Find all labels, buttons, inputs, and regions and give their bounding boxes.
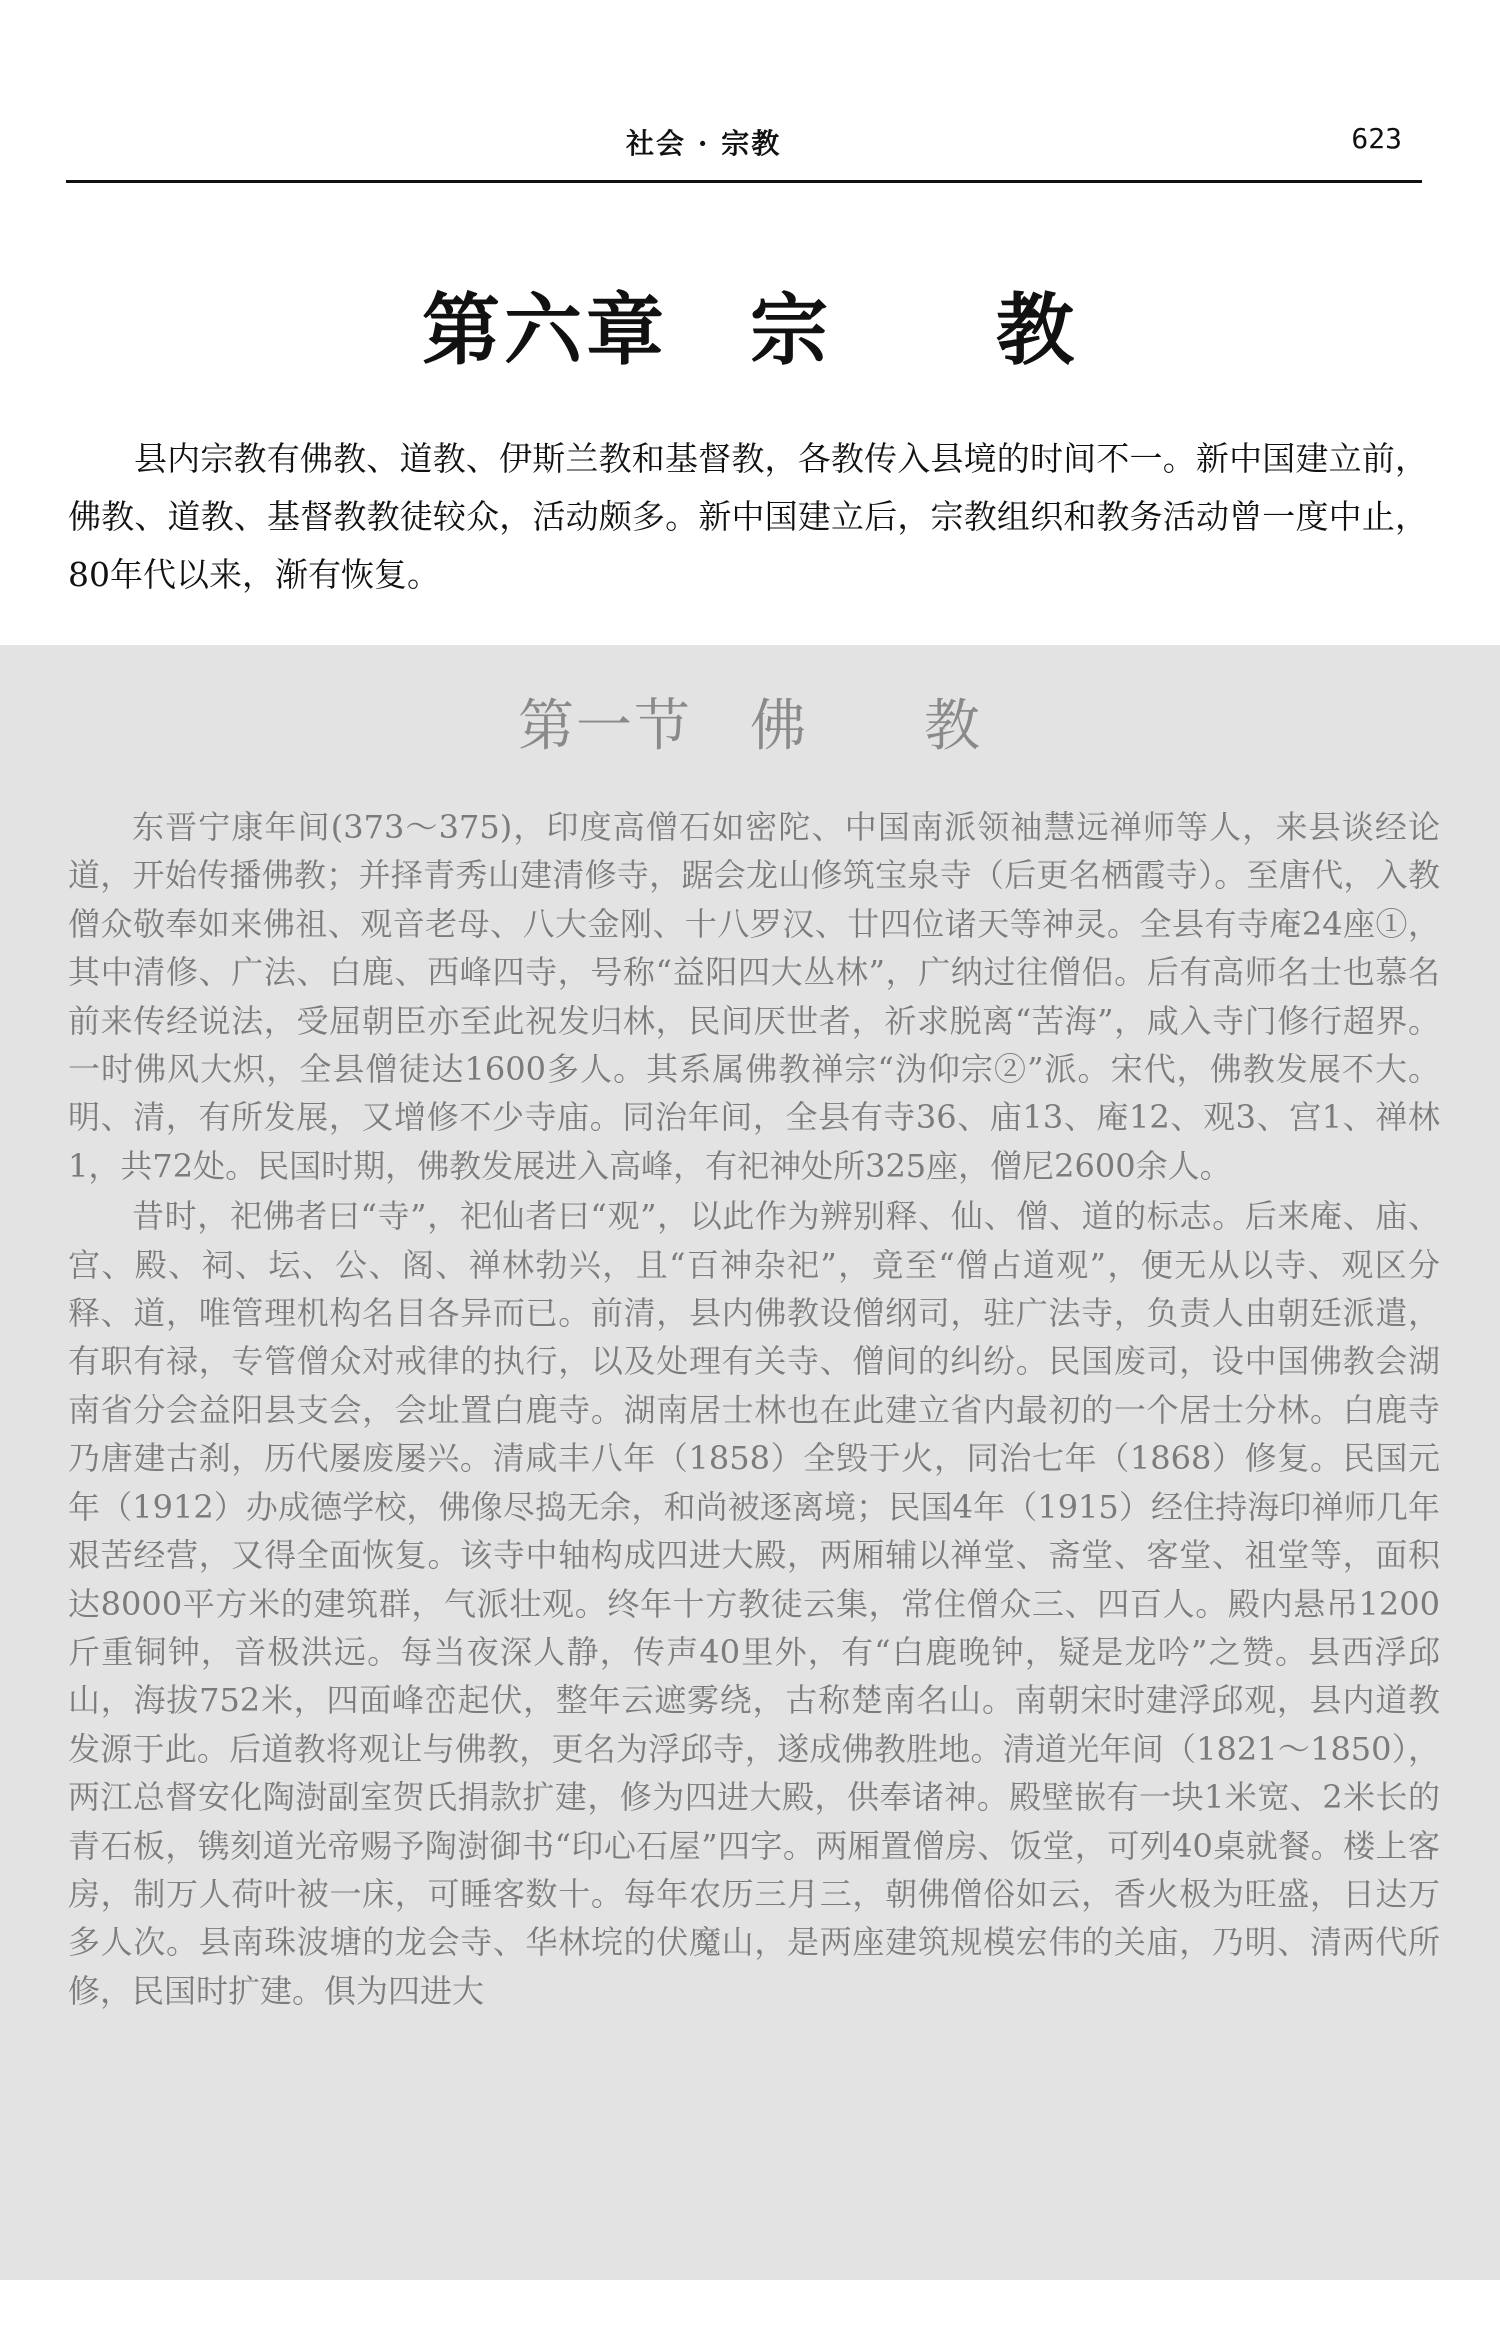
page-number: 623 xyxy=(1351,122,1402,155)
section-title: 第一节 佛 教 xyxy=(518,694,982,759)
intro-paragraph: 县内宗教有佛教、道教、伊斯兰教和基督教，各教传入县境的时间不一。新中国建立前，佛教、道教、基督教教徒较众，活动颇多。新中国建立后，宗教组织和教务活动曾一度中止，80年代以来，渐有恢复。 xyxy=(68,439,1428,594)
running-title: 社会 · 宗教 xyxy=(626,127,782,160)
chapter-intro xyxy=(68,430,1428,604)
chapter-title: 第六章 宗 教 xyxy=(421,285,1078,376)
body-paragraph: 东晋宁康年间(373～375)，印度高僧石如密陀、中国南派领袖慧远禅师等人，来县谈经论道，开始传播佛教；并择青秀山建清修寺，踞会龙山修筑宝泉寺（后更名栖霞寺）。至唐代，入教僧众敬奉如来佛祖、观音老母、八大金刚、十八罗汉、廿四位诸天等神灵。全县有寺庵24座①，其中清修、广法、白鹿、西峰四寺，号称“益阳四大丛林”，广纳过往僧侣。后有高师名士也慕名前来传经说法，受屈朝臣亦至此祝发归林，民间厌世者，祈求脱离“苦海”，咸入寺门修行超界。一时佛风大炽，全县僧徒达1600多人。其系属佛教禅宗“沩仰宗②”派。宋代，佛教发展不大。明、清，有所发展，又增修不少寺庙。同治年间，全县有寺36、庙13、庵12、观3、宫1、禅林1，共72处。民国时期，佛教发展进入高峰，有祀神处所325座，僧尼2600余人。 xyxy=(68,808,1440,1185)
section-body xyxy=(68,803,1440,2015)
body-paragraph: 昔时，祀佛者曰“寺”，祀仙者曰“观”，以此作为辨别释、仙、僧、道的标志。后来庵、庙、宫、殿、祠、坛、公、阁、禅林勃兴，且“百神杂祀”，竟至“僧占道观”，便无从以寺、观区分释、道，唯管理机构名目各异而已。前清，县内佛教设僧纲司，驻广法寺，负责人由朝廷派遣，有职有禄，专管僧众对戒律的执行，以及处理有关寺、僧间的纠纷。民国废司，设中国佛教会湖南省分会益阳县支会，会址置白鹿寺。湖南居士林也在此建立省内最初的一个居士分林。白鹿寺乃唐建古刹，历代屡废屡兴。清咸丰八年（1858）全毁于火，同治七年（1868）修复。民国元年（1912）办成德学校，佛像尽捣无余，和尚被逐离境；民国4年（1915）经住持海印禅师几年艰苦经营，又得全面恢复。该寺中轴构成四进大殿，两厢辅以禅堂、斋堂、客堂、祖堂等，面积达8000平方米的建筑群，气派壮观。终年十方教徒云集，常住僧众三、四百人。殿内悬吊1200斤重铜钟，音极洪远。每当夜深人静，传声40里外，有“白鹿晚钟，疑是龙吟”之赞。县西浮邱山，海拔752米，四面峰峦起伏，整年云遮雾绕，古称楚南名山。南朝宋时建浮邱观，县内道教发源于此。后道教将观让与佛教，更名为浮邱寺，遂成佛教胜地。清道光年间（1821～1850），两江总督安化陶澍副室贺氏捐款扩建，修为四进大殿，供奉诸神。殿壁嵌有一块1米宽、2米长的青石板，镌刻道光帝赐予陶澍御书“印心石屋”四字。两厢置僧房、饭堂，可列40桌就餐。楼上客房，制万人荷叶被一床，可睡客数十。每年农历三月三，朝佛僧俗如云，香火极为旺盛，日达万多人次。县南珠波塘的龙会寺、华林垸的伏魔山，是两座建筑规模宏伟的关庙，乃明、清两代所修，民国时扩建。俱为四进大 xyxy=(68,1197,1440,2010)
running-header xyxy=(66,110,1422,183)
